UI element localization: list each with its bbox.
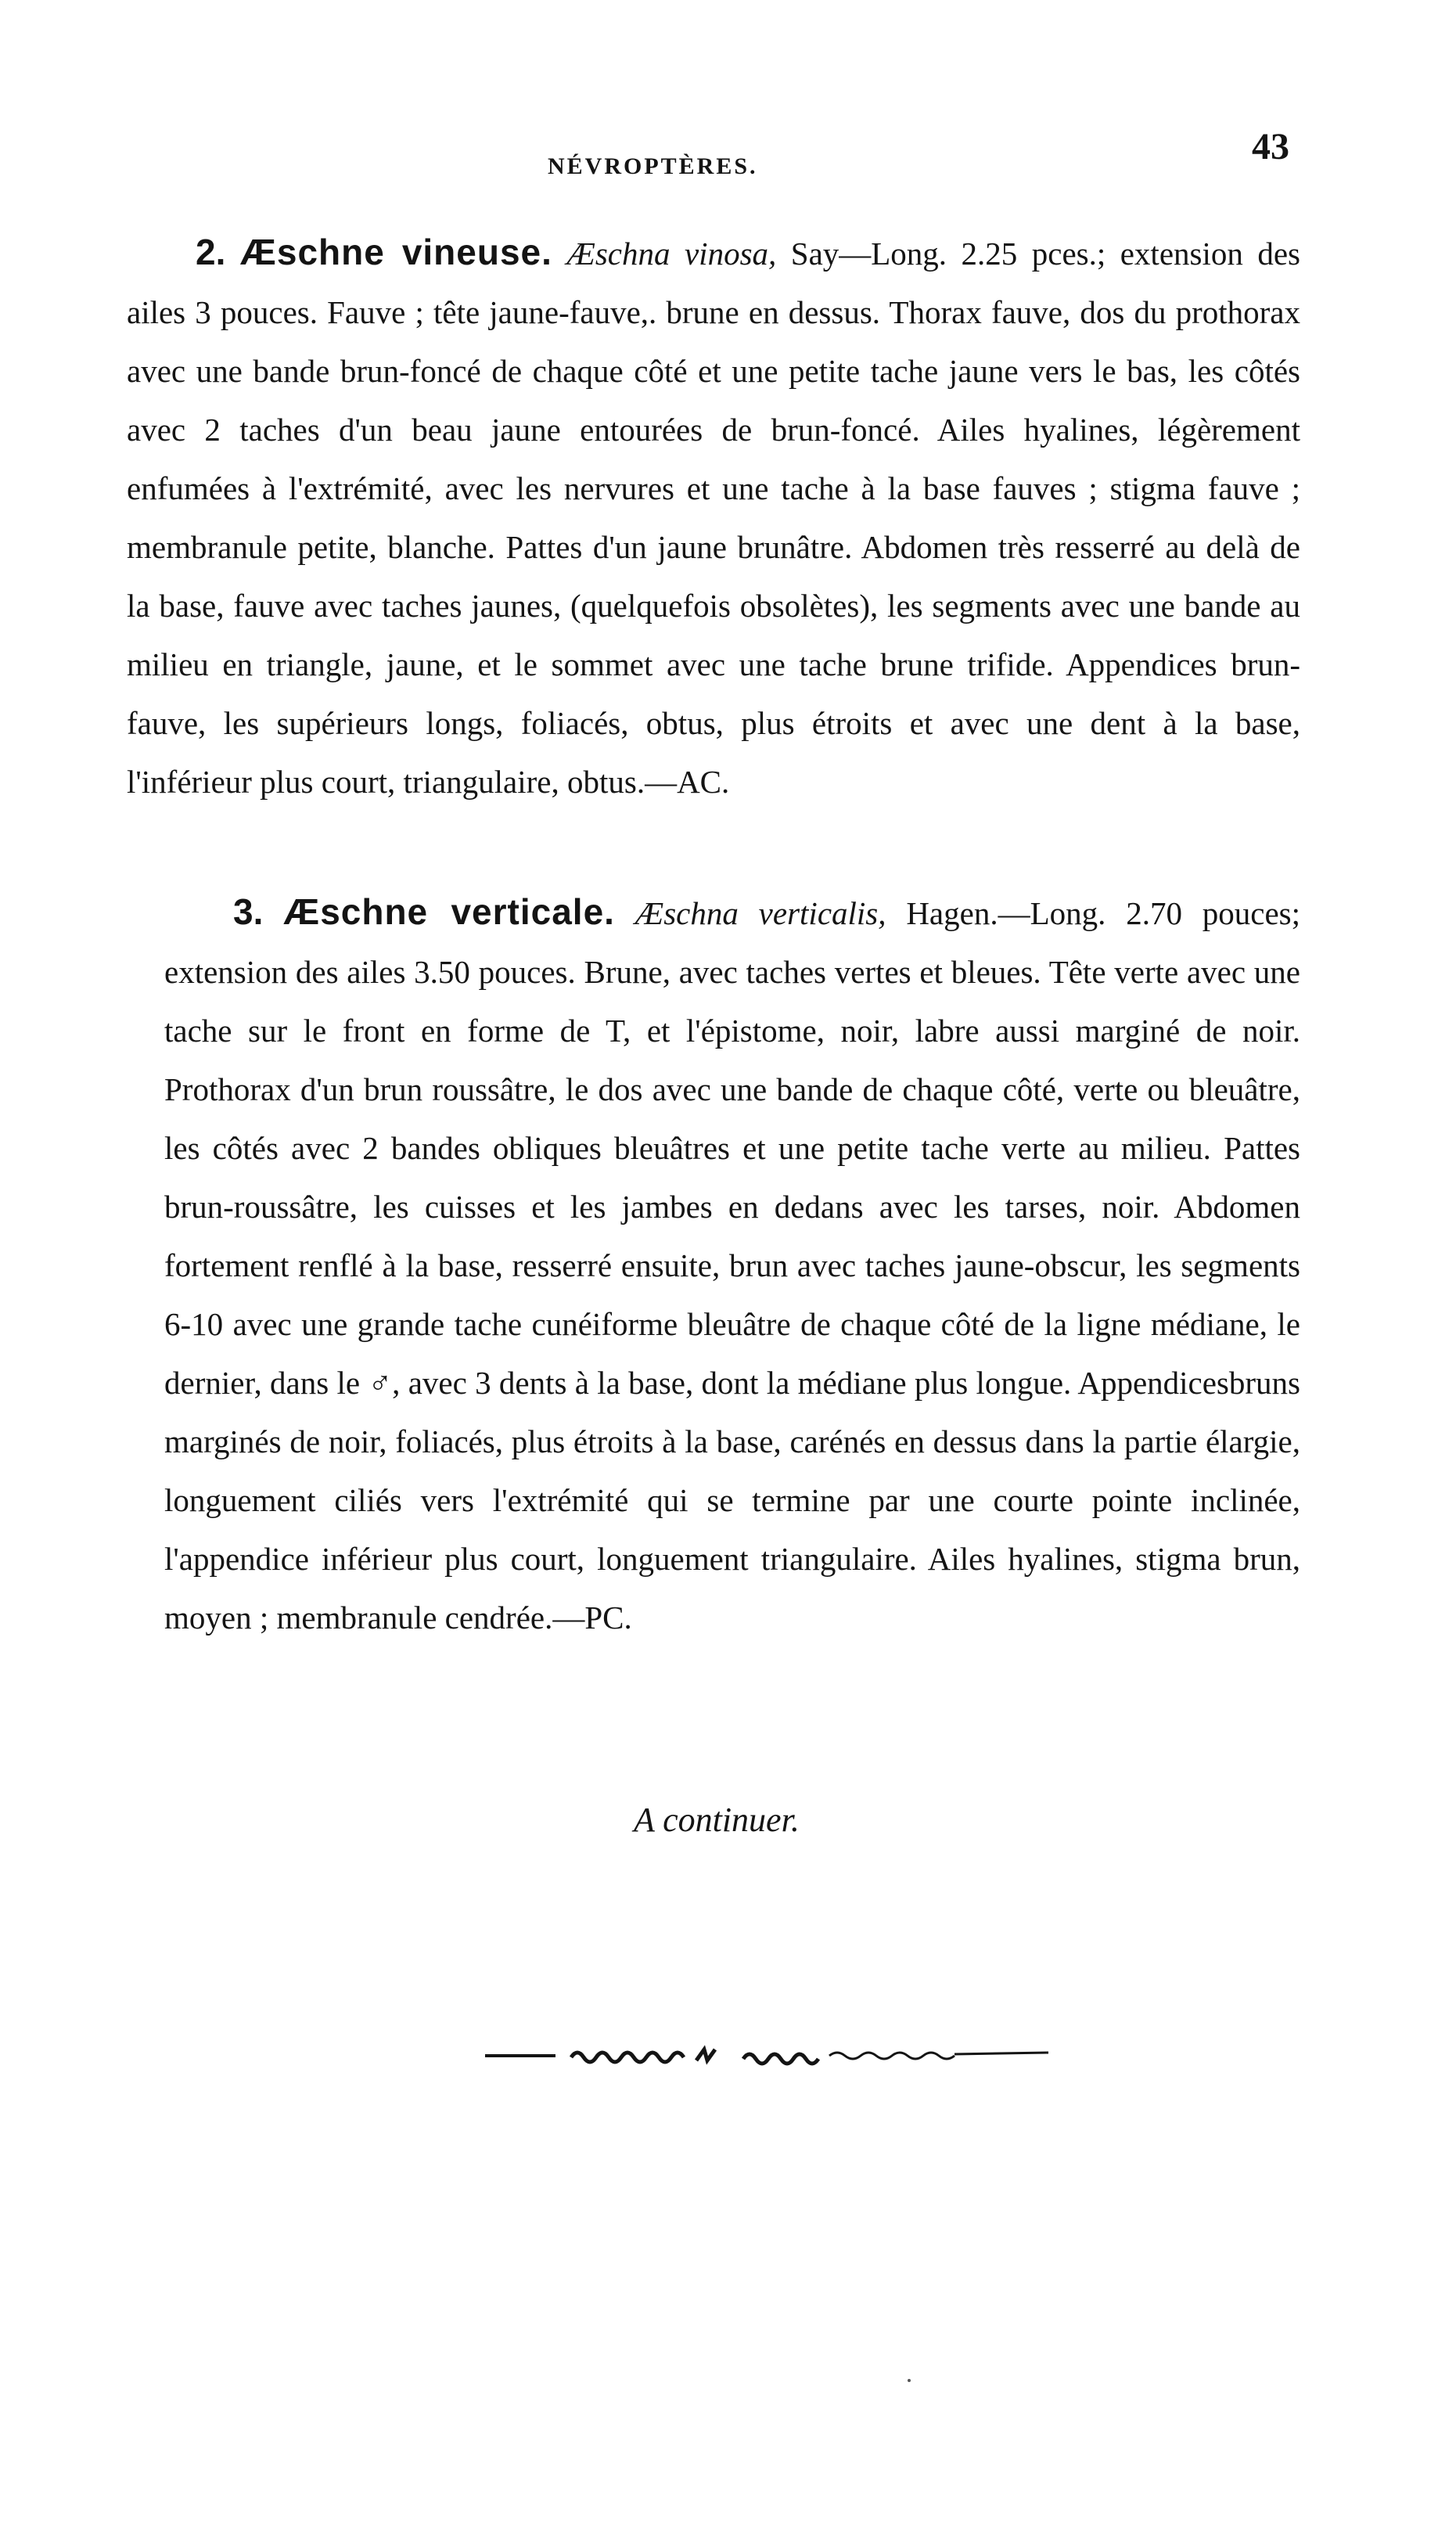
print-speck [908, 2379, 911, 2382]
running-head: NÉVROPTÈRES. [548, 153, 758, 179]
entry-description: Say—Long. 2.25 pces.; extension des ailes 3 pouces. Fauve ; tête jaune-fauve,. brune en dessus. Thorax fauve, dos du prothorax avec une bande brun-foncé de chaque côté et une petite tache jaune vers le bas, les côtés avec 2 taches d'un beau jaune entourées de brun-foncé. Ailes hyalines, légèrement enfumées à l'extrémité, avec les nervures et une tache à la base fauves ; stigma fauve ; membranule petite, blanche. Pattes d'un jaune brunâtre. Abdomen très resserré au delà de la base, fauve avec taches jaunes, (quelquefois obsolètes), les segments avec une bande au milieu en triangle, jaune, et le sommet avec une tache brune trifide. Appendices brun-fauve, les supérieurs longs, foliacés, obtus, plus étroits et avec une dent à la base, l'inférieur plus court, triangulaire, obtus.—AC. [127, 236, 1301, 800]
entry-number: 2. [196, 232, 226, 272]
page-number: 43 [1252, 126, 1289, 167]
species-common-name: Æschne vineuse. [239, 232, 552, 272]
species-latin-name: Æschna verticalis, [635, 895, 886, 931]
continue-note: A continuer. [634, 1801, 800, 1839]
entry-paragraph [127, 223, 1300, 811]
species-entry-aeschna-verticalis [164, 883, 1300, 1647]
species-common-name: Æschne verticale. [283, 891, 615, 932]
entry-paragraph [164, 883, 1300, 1647]
entry-description: Hagen.—Long. 2.70 pouces; extension des ailes 3.50 pouces. Brune, avec taches vertes et bleues. Tête verte avec une tache sur le front en forme de T, et l'épistome, noir, labre aussi marginé de noir. Prothorax d'un brun roussâtre, le dos avec une bande de chaque côté, verte ou bleuâtre, les côtés avec 2 bandes obliques bleuâtres et une petite tache verte au milieu. Pattes brun-roussâtre, les cuisses et les jambes en dedans avec les tarses, noir. Abdomen fortement renflé à la base, resserré ensuite, brun avec taches jaune-obscur, les segments 6-10 avec une grande tache cunéiforme bleuâtre de chaque côté de la ligne médiane, le dernier, dans le ♂, avec 3 dents à la base, dont la médiane plus longue. Appendicesbruns marginés de noir, foliacés, plus étroits à la base, carénés en dessus dans la partie élargie, longuement ciliés vers l'extrémité qui se termine par une courte pointe inclinée, l'appendice inférieur plus court, longuement triangulaire. Ailes hyalines, stigma brun, moyen ; membranule cendrée.—PC. [164, 895, 1300, 1636]
species-entry-aeschna-vinosa [127, 223, 1300, 811]
species-latin-name: Æschna vinosa, [566, 236, 777, 272]
entry-number: 3. [233, 891, 264, 932]
ornamental-rule [485, 2039, 1048, 2070]
